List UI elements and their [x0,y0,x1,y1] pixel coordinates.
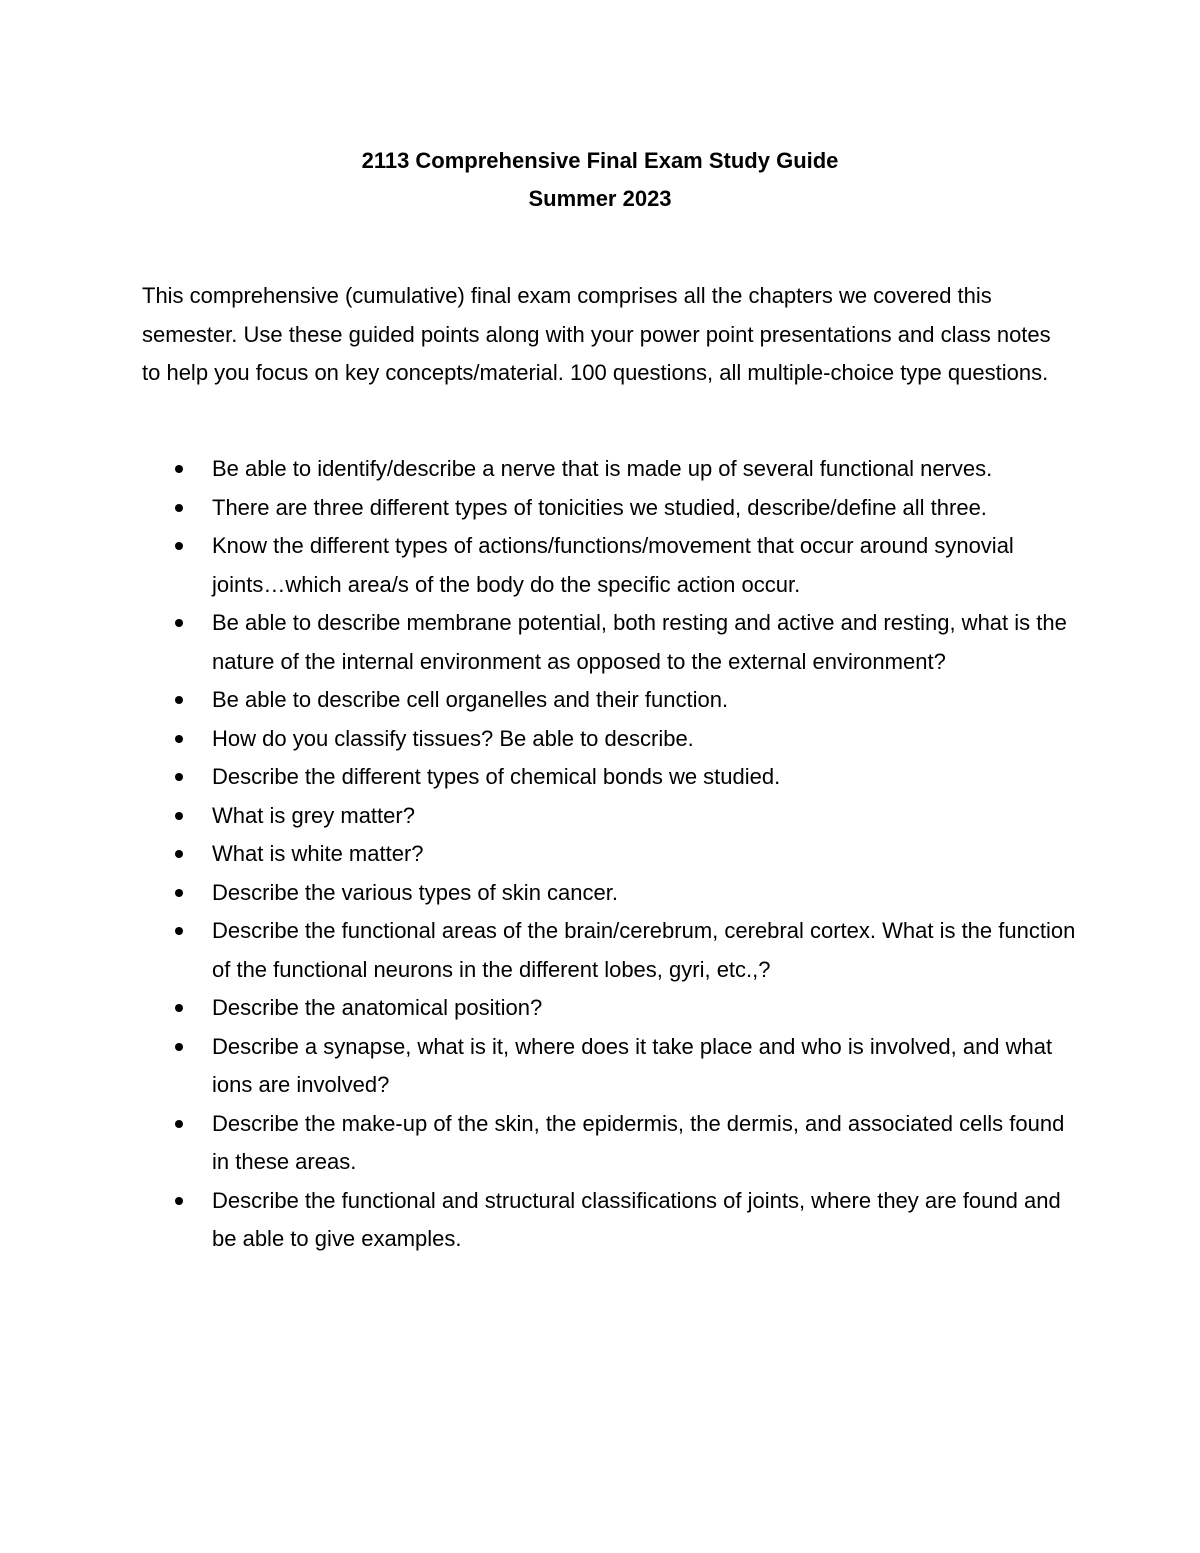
list-item [142,720,1082,759]
bullet-icon [175,542,183,550]
list-item-text: Describe the various types of skin cancer. [212,879,618,905]
title-block [0,142,1200,218]
list-item [142,1105,1082,1182]
bullet-icon [175,619,183,627]
list-item [142,450,1082,489]
list-item [142,1028,1082,1105]
list-item [142,912,1082,989]
intro-paragraph: This comprehensive (cumulative) final exam comprises all the chapters we covered this semester. Use these guided points along with your power point presentations and class notes to help you focus on key concepts/material. 100 questions, all multiple-choice type questions. [142,283,1051,385]
list-item [142,989,1082,1028]
bullet-icon [175,889,183,897]
list-item-text: Be able to describe cell organelles and their function. [212,687,729,712]
list-item [142,758,1082,797]
bullet-icon [175,1043,183,1051]
list-item-text: Describe a synapse, what is it, where does it take place and who is involved, and what ions are involved? [212,1033,1053,1097]
list-item [142,527,1082,604]
list-item-text: Describe the functional areas of the brain/cerebrum, cerebral cortex. What is the function of the functional neurons in the different lobes, gyri, etc.,? [212,918,1076,982]
bullet-icon [175,850,183,858]
list-item-text: What is grey matter? [212,802,415,828]
bullet-icon [175,504,183,512]
bullet-icon [175,465,183,473]
list-item-text: Describe the functional and structural classifications of joints, where they are found and be able to give examples. [212,1187,1061,1251]
list-item-text: Be able to identify/describe a nerve that is made up of several functional nerves. [212,456,993,481]
bullet-icon [175,735,183,743]
list-item-text: Describe the anatomical position? [212,995,543,1020]
list-item [142,874,1082,913]
list-item [142,835,1082,874]
bullet-icon [175,696,183,704]
list-item-text: Be able to describe membrane potential, both resting and active and resting, what is the nature of the internal environment as opposed to the external environment? [212,610,1067,674]
list-item-text: What is white matter? [212,841,424,866]
study-points-list [142,450,1082,1259]
bullet-icon [175,1004,183,1012]
bullet-icon [175,812,183,820]
bullet-icon [175,1197,183,1205]
list-item [142,681,1082,720]
list-item [142,489,1082,528]
list-item [142,1182,1082,1259]
bullet-icon [175,927,183,935]
list-item [142,797,1082,836]
bullet-icon [175,773,183,781]
list-item-text: Describe the different types of chemical bonds we studied. [212,764,781,789]
document-title: 2113 Comprehensive Final Exam Study Guide [361,148,839,173]
bullet-icon [175,1120,183,1128]
list-item [142,604,1082,681]
document-subtitle: Summer 2023 [528,186,672,211]
list-item-text: Describe the make-up of the skin, the epidermis, the dermis, and associated cells found in these areas. [212,1110,1065,1174]
list-item-text: There are three different types of tonicities we studied, describe/define all three. [212,494,987,520]
list-item-text: Know the different types of actions/functions/movement that occur around synovial joints…which area/s of the body do the specific action occur. [212,533,1014,597]
list-item-text: How do you classify tissues? Be able to describe. [212,725,694,751]
